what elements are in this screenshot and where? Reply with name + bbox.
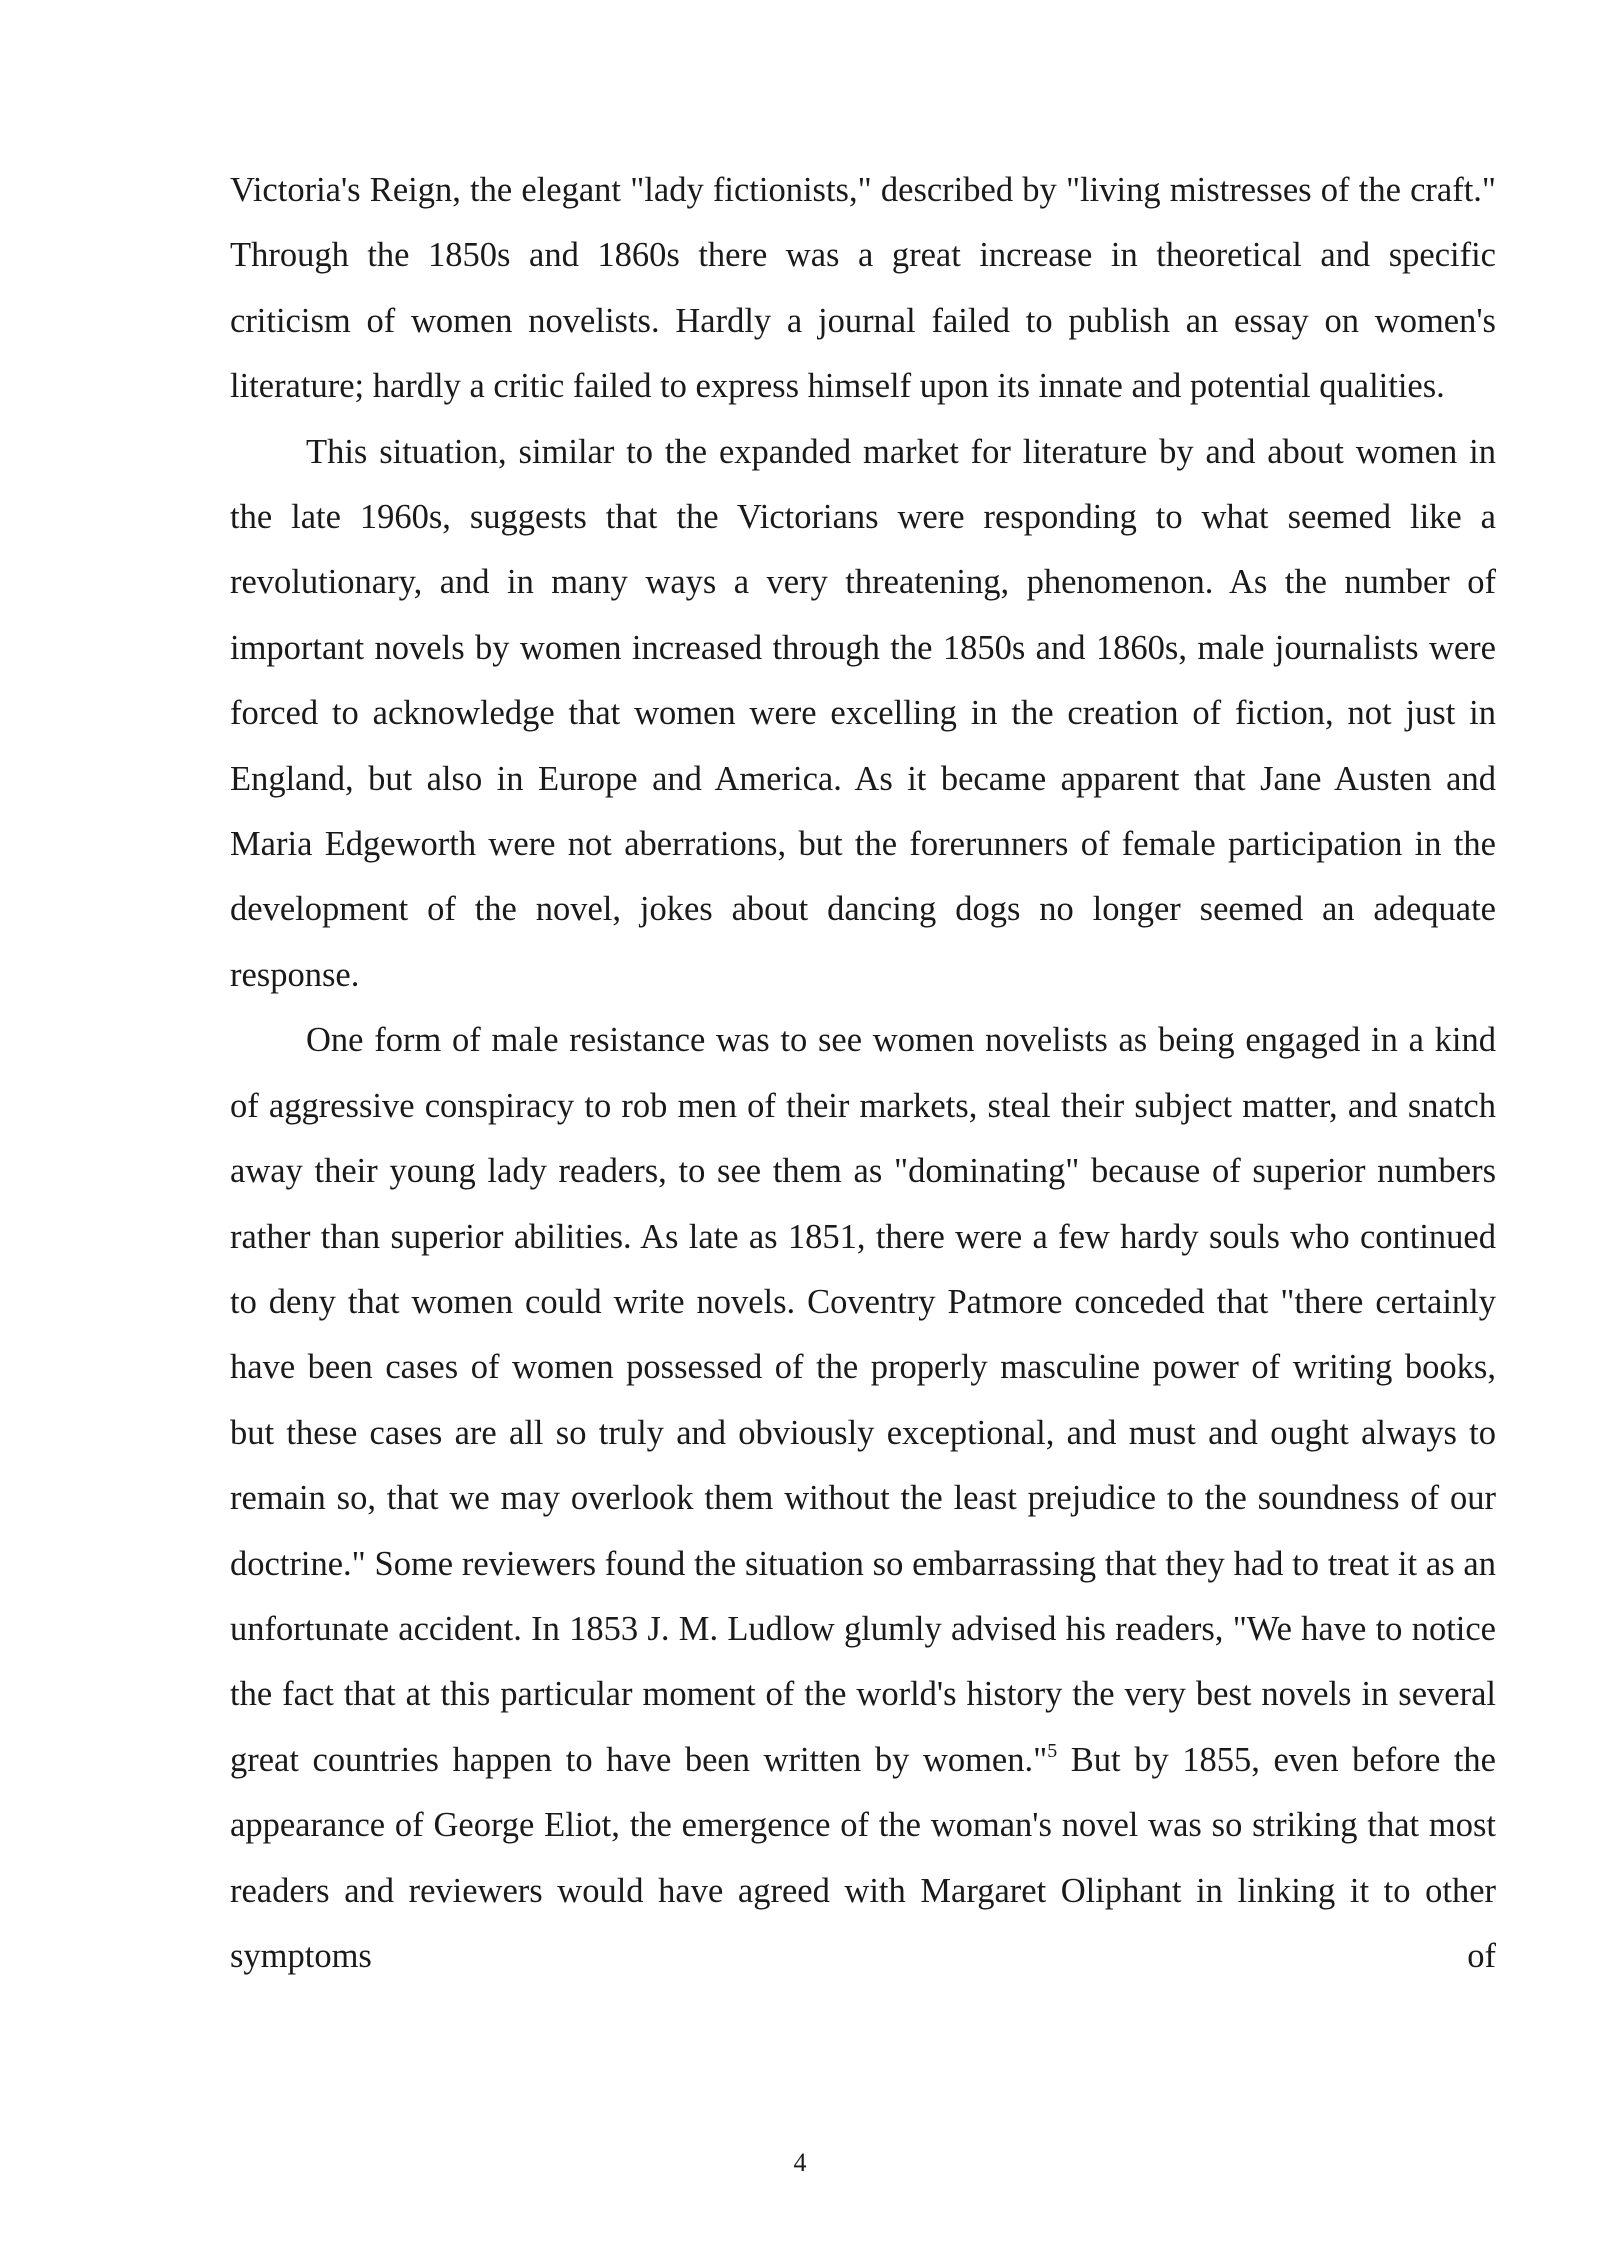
paragraph-2: This situation, similar to the expanded market for literature by and about women in the late 1960s, suggests that the Victorians were responding to what seemed like a revolutionary, and in many ways a very threatening, phenomenon. As the number of important novels by women increased through the 1850s and 1860s, male journalists were forced to acknowledge that women were excelling in the creation of fiction, not just in England, but also in Europe and America. As it became apparent that Jane Austen and Maria Edgeworth were not aberrations, but the forerunners of female participation in the development of the novel, jokes about dancing dogs no longer seemed an adequate response. bbox=[230, 432, 1496, 994]
footnote-reference[interactable]: 5 bbox=[1047, 1739, 1058, 1762]
body-text bbox=[230, 158, 1496, 1989]
page-number: 4 bbox=[793, 2148, 807, 2177]
paragraph-3 bbox=[230, 1008, 1496, 1989]
paragraph-3-text-after-note: But by 1855, even before the appearance of George Eliot, the emergence of the woman's novel was so striking that most readers and reviewers would have agreed with Margaret Oliphant in linking it to other symptoms of bbox=[230, 1740, 1496, 1975]
paragraph-3-text-before-note: One form of male resistance was to see women novelists as being engaged in a kind of aggressive conspiracy to rob men of their markets, steal their subject matter, and snatch away their young lady readers, to see them as "dominating" because of superior numbers rather than superior abilities. As late as 1851, there were a few hardy souls who continued to deny that women could write novels. Coventry Patmore conceded that "there certainly have been cases of women possessed of the properly masculine power of writing books, but these cases are all so truly and obviously exceptional, and must and ought always to remain so, that we may overlook them without the least prejudice to the soundness of our doctrine." Some reviewers found the situation so embarrassing that they had to treat it as an unfortunate accident. In 1853 J. M. Ludlow glumly advised his readers, "We have to notice the fact that at this particular moment of the world's history the very best novels in several great countries happen to have been written by women." bbox=[230, 1021, 1496, 1779]
paragraph-1: Victoria's Reign, the elegant "lady fictionists," described by "living mistresses of the craft." Through the 1850s and 1860s there was a great increase in theoretical and specific criticism of women novelists. Hardly a journal failed to publish an essay on women's literature; hardly a critic failed to express himself upon its innate and potential qualities. bbox=[230, 171, 1496, 406]
